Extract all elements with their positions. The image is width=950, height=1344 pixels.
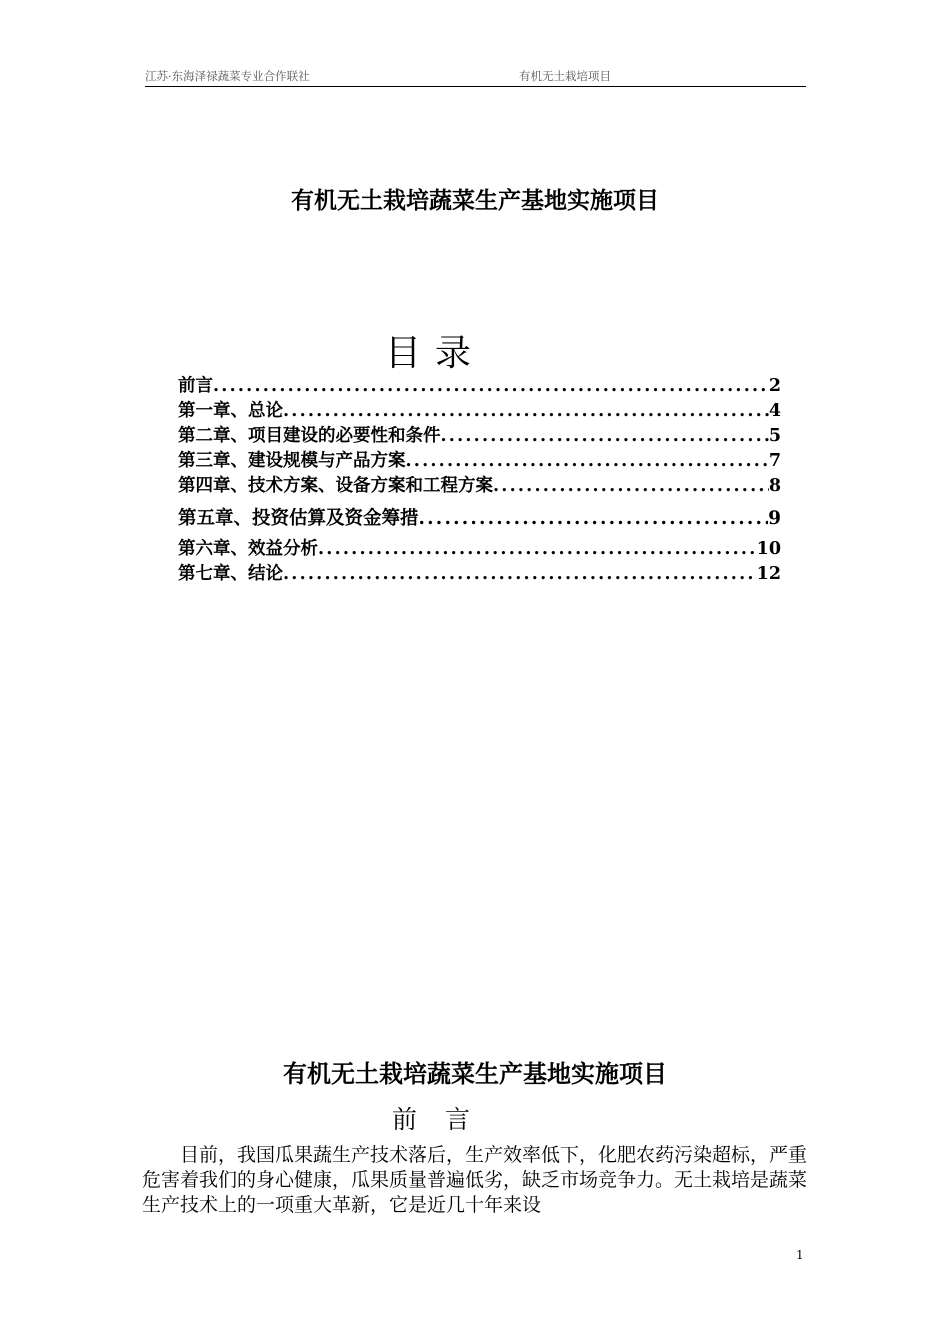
toc-leader-dots (419, 501, 769, 537)
toc-entry[interactable] (178, 399, 781, 424)
toc-entry[interactable] (178, 474, 781, 499)
toc-entry-page: 2 (768, 376, 781, 396)
document-title: 有机无土栽培蔬菜生产基地实施项目 (291, 188, 659, 214)
toc-leader-dots (441, 424, 769, 449)
header-project: 有机无土栽培项目 (519, 69, 611, 83)
toc-leader-dots (213, 374, 769, 399)
toc-leader-dots (318, 537, 757, 562)
toc-entry-page: 4 (768, 401, 781, 421)
toc-entry-label: 第三章、建设规模与产品方案 (178, 451, 406, 471)
preface-heading: 前言 (391, 1105, 498, 1134)
toc-entry-page: 12 (756, 564, 781, 584)
toc-entry[interactable] (178, 424, 781, 449)
toc-entry[interactable] (178, 562, 781, 587)
toc-entry-label: 第一章、总论 (178, 401, 283, 421)
preface-paragraph: 目前，我国瓜果蔬生产技术落后，生产效率低下，化肥农药污染超标，严重危害着我们的身心健康，瓜果质量普遍低劣，缺乏市场竞争力。无土栽培是蔬菜生产技术上的一项重大革新，它是近几十年来设 (142, 1144, 808, 1216)
table-of-contents (178, 374, 781, 587)
preface-body (142, 1143, 807, 1218)
toc-entry[interactable] (178, 449, 781, 474)
toc-entry[interactable] (178, 537, 781, 562)
toc-leader-dots (283, 399, 769, 424)
toc-entry-page: 8 (768, 476, 781, 496)
toc-entry-label: 前言 (178, 376, 213, 396)
page-header (145, 66, 806, 87)
toc-heading: 目录 (384, 333, 485, 374)
toc-entry[interactable] (178, 374, 781, 399)
section-title: 有机无土栽培蔬菜生产基地实施项目 (283, 1060, 667, 1088)
page-number: 1 (796, 1248, 804, 1262)
toc-entry[interactable] (178, 499, 781, 537)
toc-entry-label: 第五章、投资估算及资金筹措 (178, 508, 419, 529)
header-organization: 江苏·东海泽禄蔬菜专业合作联社 (145, 69, 310, 83)
toc-entry-page: 7 (768, 451, 781, 471)
toc-leader-dots (283, 562, 757, 587)
toc-entry-page: 9 (768, 508, 781, 529)
toc-leader-dots (493, 474, 769, 499)
toc-entry-label: 第四章、技术方案、设备方案和工程方案 (178, 476, 493, 496)
toc-leader-dots (406, 449, 769, 474)
toc-entry-label: 第二章、项目建设的必要性和条件 (178, 426, 441, 446)
toc-entry-label: 第六章、效益分析 (178, 539, 318, 559)
toc-entry-page: 5 (768, 426, 781, 446)
toc-entry-page: 10 (756, 539, 781, 559)
toc-entry-label: 第七章、结论 (178, 564, 283, 584)
